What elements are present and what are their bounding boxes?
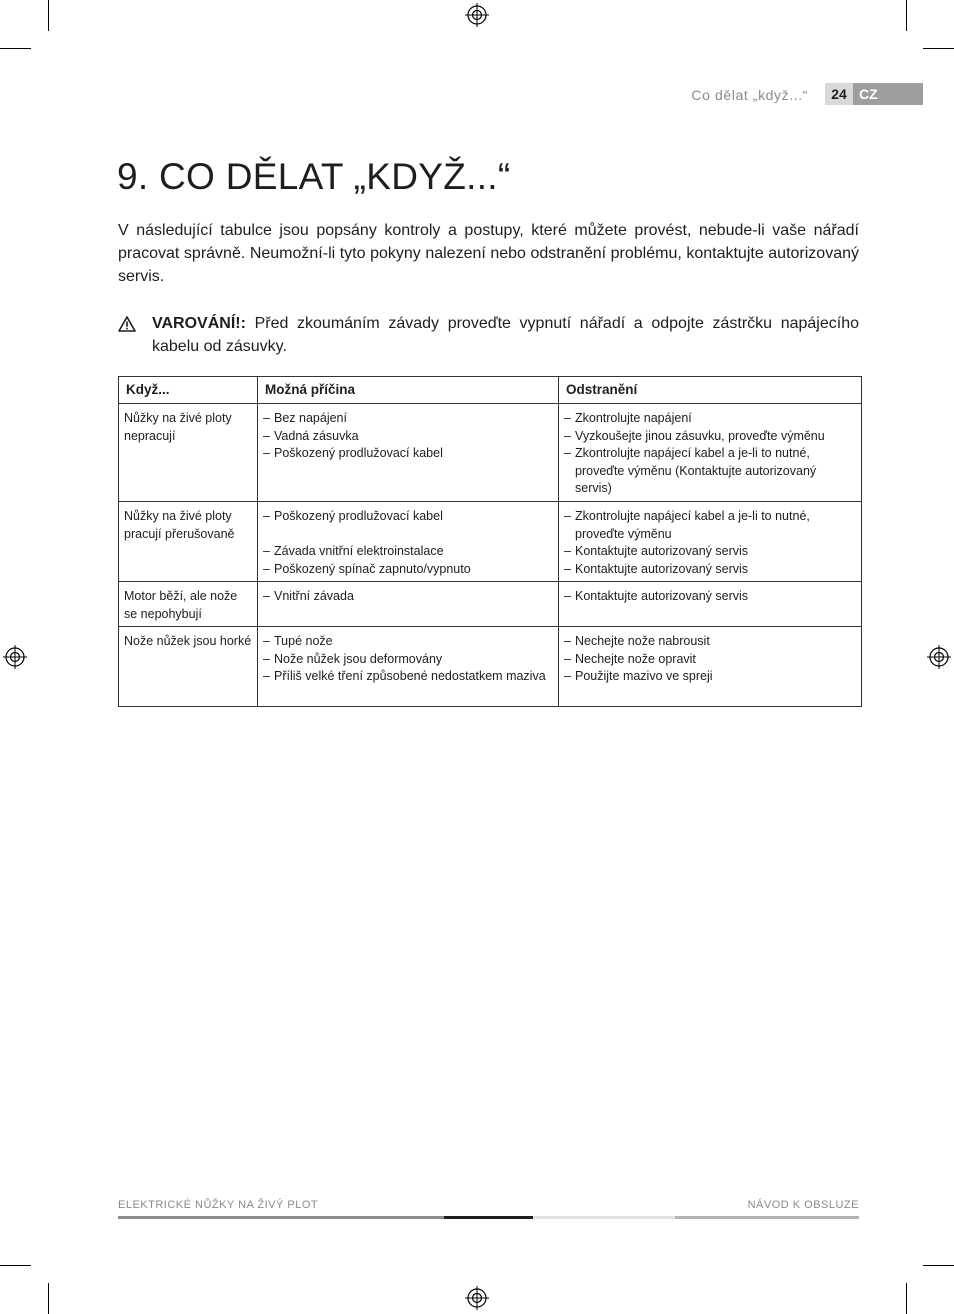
list-item: – Poškozený prodlužovací kabel xyxy=(263,508,553,526)
running-header-title: Co dělat „když...“ xyxy=(691,87,808,103)
registration-mark-icon xyxy=(927,645,951,669)
language-tab: CZ xyxy=(853,83,923,105)
list-item: – Poškozený spínač zapnuto/vypnuto xyxy=(263,561,553,579)
list-item: – Vnitřní závada xyxy=(263,588,553,606)
table-row xyxy=(119,502,862,582)
cause-cell xyxy=(258,404,559,502)
list-item: – Příliš velké tření způsobené nedostatkem maziva xyxy=(263,668,553,686)
registration-mark-icon xyxy=(3,645,27,669)
cause-cell xyxy=(258,627,559,707)
list-item: – Kontaktujte autorizovaný servis xyxy=(564,561,856,579)
footer-product-name: ELEKTRICKÉ NŮŽKY NA ŽIVÝ PLOT xyxy=(118,1199,319,1211)
column-header-when: Když... xyxy=(119,377,258,404)
table-row xyxy=(119,627,862,707)
warning-label: VAROVÁNÍ!: xyxy=(152,315,246,332)
when-cell: Nože nůžek jsou horké xyxy=(119,627,258,707)
list-item: – Zkontrolujte napájecí kabel a je-li to nutné, proveďte výměnu (Kontaktujte autorizovaný servis) xyxy=(564,445,856,498)
warning-paragraph xyxy=(152,312,859,358)
footer-rule xyxy=(444,1216,533,1219)
page-title: 9. CO DĚLAT „KDYŽ...“ xyxy=(117,156,511,197)
list-item: – Kontaktujte autorizovaný servis xyxy=(564,543,856,561)
crop-mark xyxy=(923,1265,954,1266)
intro-paragraph: V následující tabulce jsou popsány kontroly a postupy, které můžete provést, nebude-li vaše nářadí pracovat správně. Neumožní-li tyto pokyny nalezení nebo odstranění problému, kontaktujte autorizovaný servis. xyxy=(118,222,859,285)
list-item: – Nechejte nože opravit xyxy=(564,651,856,669)
crop-mark xyxy=(906,1283,907,1314)
list-item: – Vadná zásuvka xyxy=(263,428,553,446)
cause-cell xyxy=(258,582,559,627)
list-item: – Zkontrolujte napájení xyxy=(564,410,856,428)
list-item: – Závada vnitřní elektroinstalace xyxy=(263,543,553,561)
troubleshooting-table xyxy=(118,376,862,707)
column-header-cause: Možná příčina xyxy=(258,377,559,404)
footer-manual-label: NÁVOD K OBSLUZE xyxy=(747,1199,859,1211)
list-item: – Nože nůžek jsou deformovány xyxy=(263,651,553,669)
list-item: – Bez napájení xyxy=(263,410,553,428)
footer-rule xyxy=(675,1216,859,1219)
crop-mark xyxy=(923,48,954,49)
page-number: 24 xyxy=(825,83,853,105)
when-cell: Nůžky na živé ploty nepracují xyxy=(119,404,258,502)
crop-mark xyxy=(48,1283,49,1314)
crop-mark xyxy=(48,0,49,31)
registration-mark-icon xyxy=(465,1286,489,1310)
when-cell: Motor běží, ale nože se nepohybují xyxy=(119,582,258,627)
remedy-cell xyxy=(559,627,862,707)
cause-cell xyxy=(258,502,559,582)
remedy-cell xyxy=(559,582,862,627)
list-item: – Použijte mazivo ve spreji xyxy=(564,668,856,686)
list-item: – Zkontrolujte napájecí kabel a je-li to nutné, proveďte výměnu xyxy=(564,508,856,543)
footer-rule xyxy=(118,1216,444,1219)
list-item: – Tupé nože xyxy=(263,633,553,651)
when-cell: Nůžky na živé ploty pracují přerušovaně xyxy=(119,502,258,582)
footer-rule xyxy=(533,1216,675,1219)
remedy-cell xyxy=(559,404,862,502)
crop-mark xyxy=(0,48,31,49)
table-row xyxy=(119,404,862,502)
registration-mark-icon xyxy=(465,3,489,27)
list-item: – Vyzkoušejte jinou zásuvku, proveďte výměnu xyxy=(564,428,856,446)
remedy-cell xyxy=(559,502,862,582)
table-row xyxy=(119,582,862,627)
column-header-remedy: Odstranění xyxy=(559,377,862,404)
list-item: – Poškozený prodlužovací kabel xyxy=(263,445,553,463)
warning-text: Před zkoumáním závady proveďte vypnutí nářadí a odpojte zástrčku napájecího kabelu od zásuvky. xyxy=(152,315,859,355)
warning-triangle-icon xyxy=(118,316,136,332)
list-item: – Kontaktujte autorizovaný servis xyxy=(564,588,856,606)
list-item: – Nechejte nože nabrousit xyxy=(564,633,856,651)
table-header-row xyxy=(119,377,862,404)
crop-mark xyxy=(0,1265,31,1266)
crop-mark xyxy=(906,0,907,31)
